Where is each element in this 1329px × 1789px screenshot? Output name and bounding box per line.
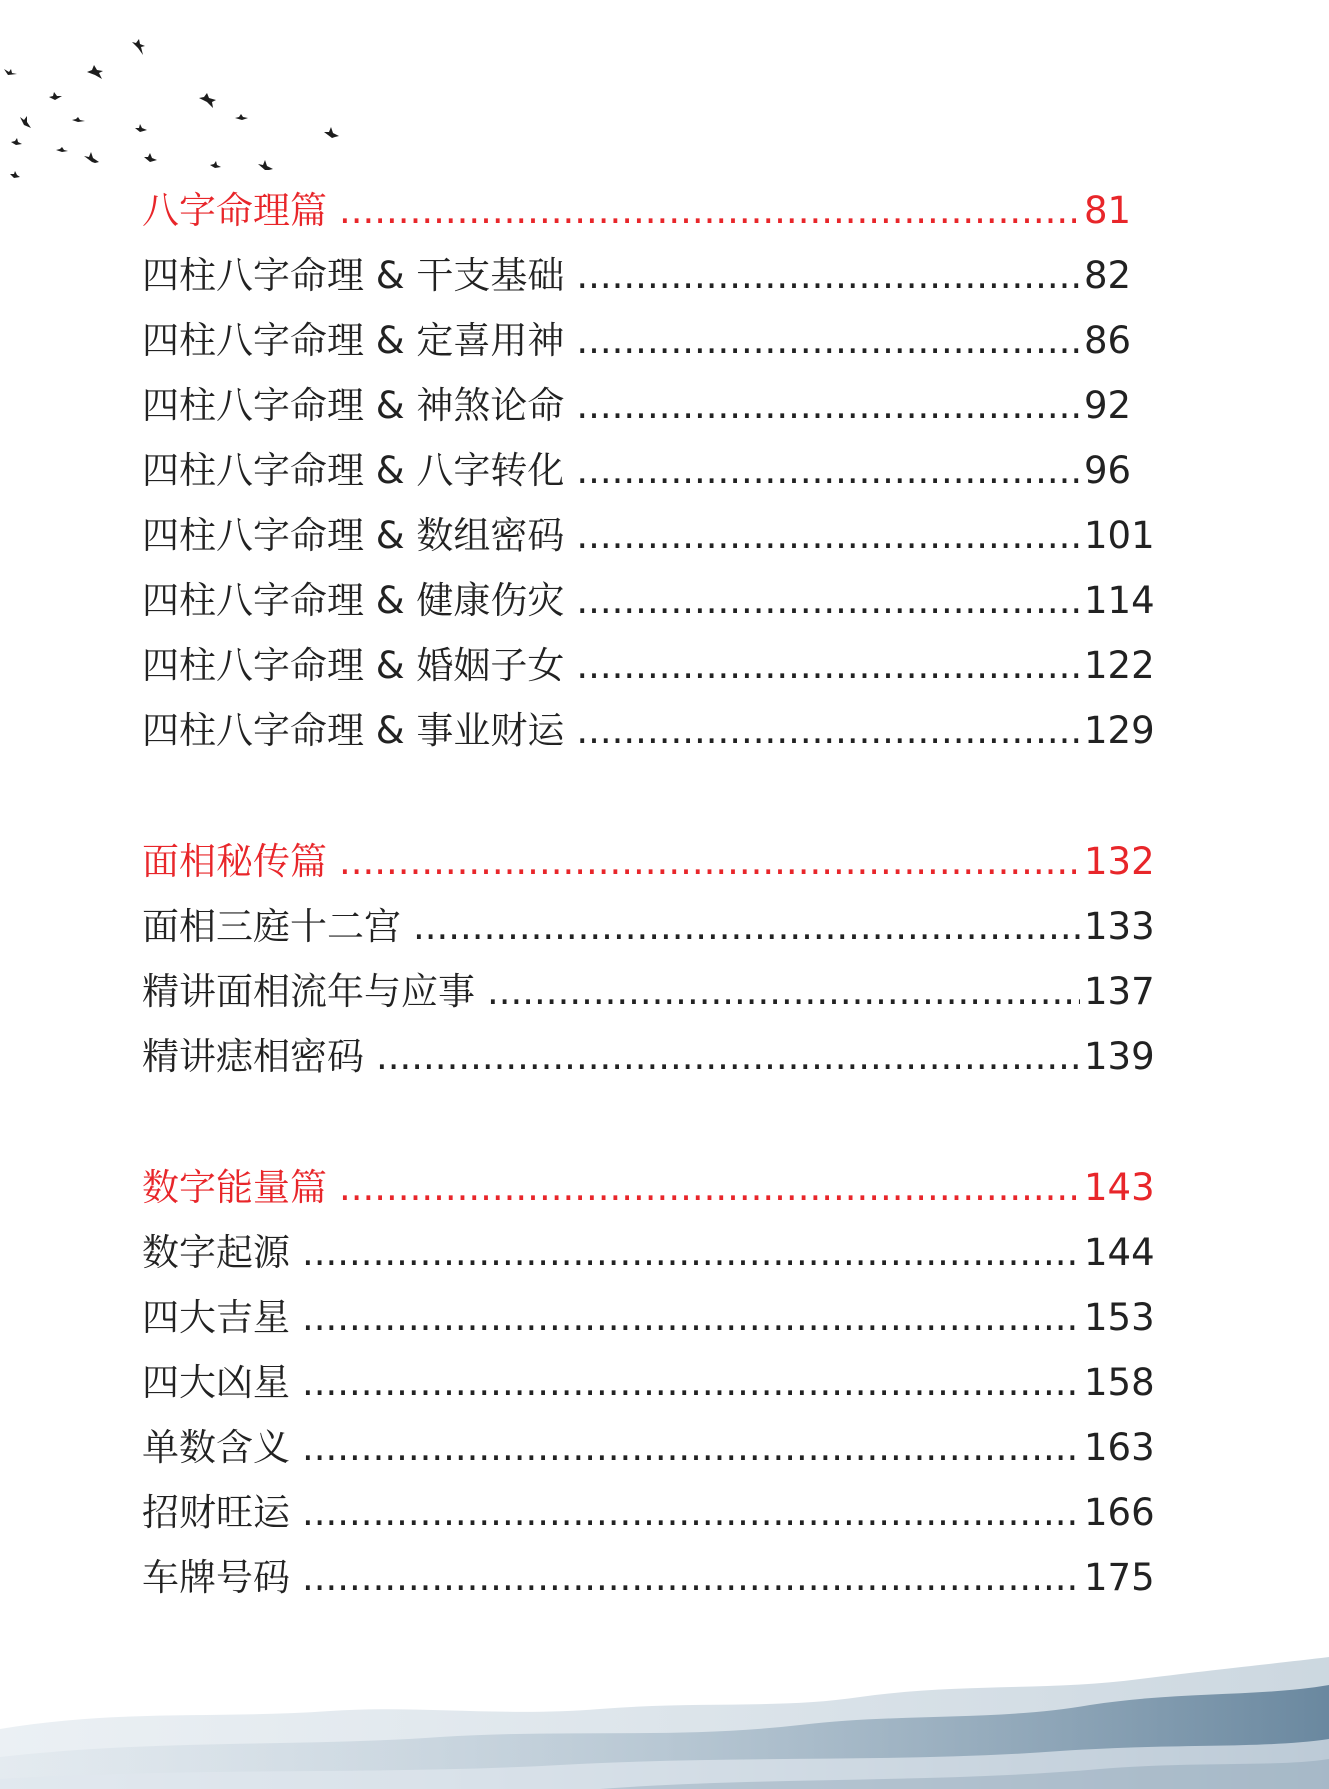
toc-item-title: 四大吉星 [142, 1296, 290, 1339]
toc-page-number: 101 [1084, 514, 1155, 557]
dot-leader [576, 308, 1080, 373]
toc-item-title: 四大凶星 [142, 1361, 290, 1404]
dot-leader [413, 894, 1080, 959]
toc-item-title: 四柱八字命理 & 神煞论命 [142, 384, 565, 427]
toc-page-number: 175 [1084, 1556, 1155, 1599]
toc-heading-title: 面相秘传篇 [142, 840, 327, 883]
toc-item[interactable] [142, 438, 1154, 503]
toc-item-title: 四柱八字命理 & 定喜用神 [142, 319, 565, 362]
toc-page-number: 132 [1084, 840, 1155, 883]
toc-heading-title: 数字能量篇 [142, 1166, 327, 1209]
toc-item[interactable] [142, 698, 1154, 763]
toc-item-title: 精讲面相流年与应事 [142, 970, 475, 1013]
toc-item[interactable] [142, 1285, 1154, 1350]
toc-page-number: 137 [1084, 970, 1155, 1013]
dot-leader [487, 959, 1080, 1024]
dot-leader [302, 1415, 1080, 1480]
toc-item-title: 面相三庭十二宫 [142, 905, 401, 948]
ink-mountains-icon [0, 1639, 1329, 1789]
toc-page-number: 144 [1084, 1231, 1155, 1274]
toc-page-number: 166 [1084, 1491, 1155, 1534]
dot-leader [302, 1285, 1080, 1350]
toc-heading-face-reading[interactable] [142, 829, 1154, 894]
toc-page-number: 163 [1084, 1426, 1155, 1469]
dot-leader [302, 1350, 1080, 1415]
toc-item[interactable] [142, 1220, 1154, 1285]
toc-item[interactable] [142, 1545, 1154, 1610]
dot-leader [576, 373, 1080, 438]
toc-item-title: 四柱八字命理 & 健康伤灾 [142, 579, 565, 622]
dot-leader [339, 829, 1080, 894]
dot-leader [302, 1480, 1080, 1545]
toc-item-title: 四柱八字命理 & 八字转化 [142, 449, 565, 492]
toc-page-number: 86 [1084, 319, 1132, 362]
toc-page-number: 92 [1084, 384, 1132, 427]
toc-item[interactable] [142, 633, 1154, 698]
dot-leader [376, 1024, 1080, 1089]
toc-item-title: 车牌号码 [142, 1556, 290, 1599]
toc-item[interactable] [142, 959, 1154, 1024]
toc-item-title: 四柱八字命理 & 数组密码 [142, 514, 565, 557]
toc-page-number: 153 [1084, 1296, 1155, 1339]
dot-leader [302, 1545, 1080, 1610]
toc-item[interactable] [142, 894, 1154, 959]
toc-page-number: 143 [1084, 1166, 1155, 1209]
toc-item[interactable] [142, 308, 1154, 373]
toc-item-title: 四柱八字命理 & 事业财运 [142, 709, 565, 752]
toc-item-title: 数字起源 [142, 1231, 290, 1274]
toc-page-number: 82 [1084, 254, 1132, 297]
toc-page-number: 158 [1084, 1361, 1155, 1404]
toc-item-title: 四柱八字命理 & 干支基础 [142, 254, 565, 297]
table-of-contents [142, 178, 1154, 1610]
toc-item[interactable] [142, 1480, 1154, 1545]
toc-heading-bazi[interactable] [142, 178, 1154, 243]
toc-heading-title: 八字命理篇 [142, 189, 327, 232]
toc-item-title: 四柱八字命理 & 婚姻子女 [142, 644, 565, 687]
toc-item[interactable] [142, 568, 1154, 633]
toc-item[interactable] [142, 243, 1154, 308]
toc-page-number: 96 [1084, 449, 1132, 492]
toc-item-title: 精讲痣相密码 [142, 1035, 364, 1078]
toc-page-number: 122 [1084, 644, 1155, 687]
toc-item[interactable] [142, 1350, 1154, 1415]
toc-page-number: 133 [1084, 905, 1155, 948]
toc-item-title: 单数含义 [142, 1426, 290, 1469]
dot-leader [576, 243, 1080, 308]
toc-item[interactable] [142, 373, 1154, 438]
dot-leader [576, 503, 1080, 568]
toc-item-title: 招财旺运 [142, 1491, 290, 1534]
toc-page-number: 114 [1084, 579, 1155, 622]
toc-item[interactable] [142, 1024, 1154, 1089]
toc-heading-number-energy[interactable] [142, 1155, 1154, 1220]
toc-page-number: 139 [1084, 1035, 1155, 1078]
dot-leader [339, 178, 1080, 243]
toc-item[interactable] [142, 503, 1154, 568]
dot-leader [576, 633, 1080, 698]
toc-page-number: 129 [1084, 709, 1155, 752]
birds-icon [0, 30, 360, 200]
dot-leader [576, 438, 1080, 503]
toc-item[interactable] [142, 1415, 1154, 1480]
dot-leader [576, 568, 1080, 633]
dot-leader [576, 698, 1080, 763]
dot-leader [339, 1155, 1080, 1220]
dot-leader [302, 1220, 1080, 1285]
toc-page-number: 81 [1084, 189, 1132, 232]
